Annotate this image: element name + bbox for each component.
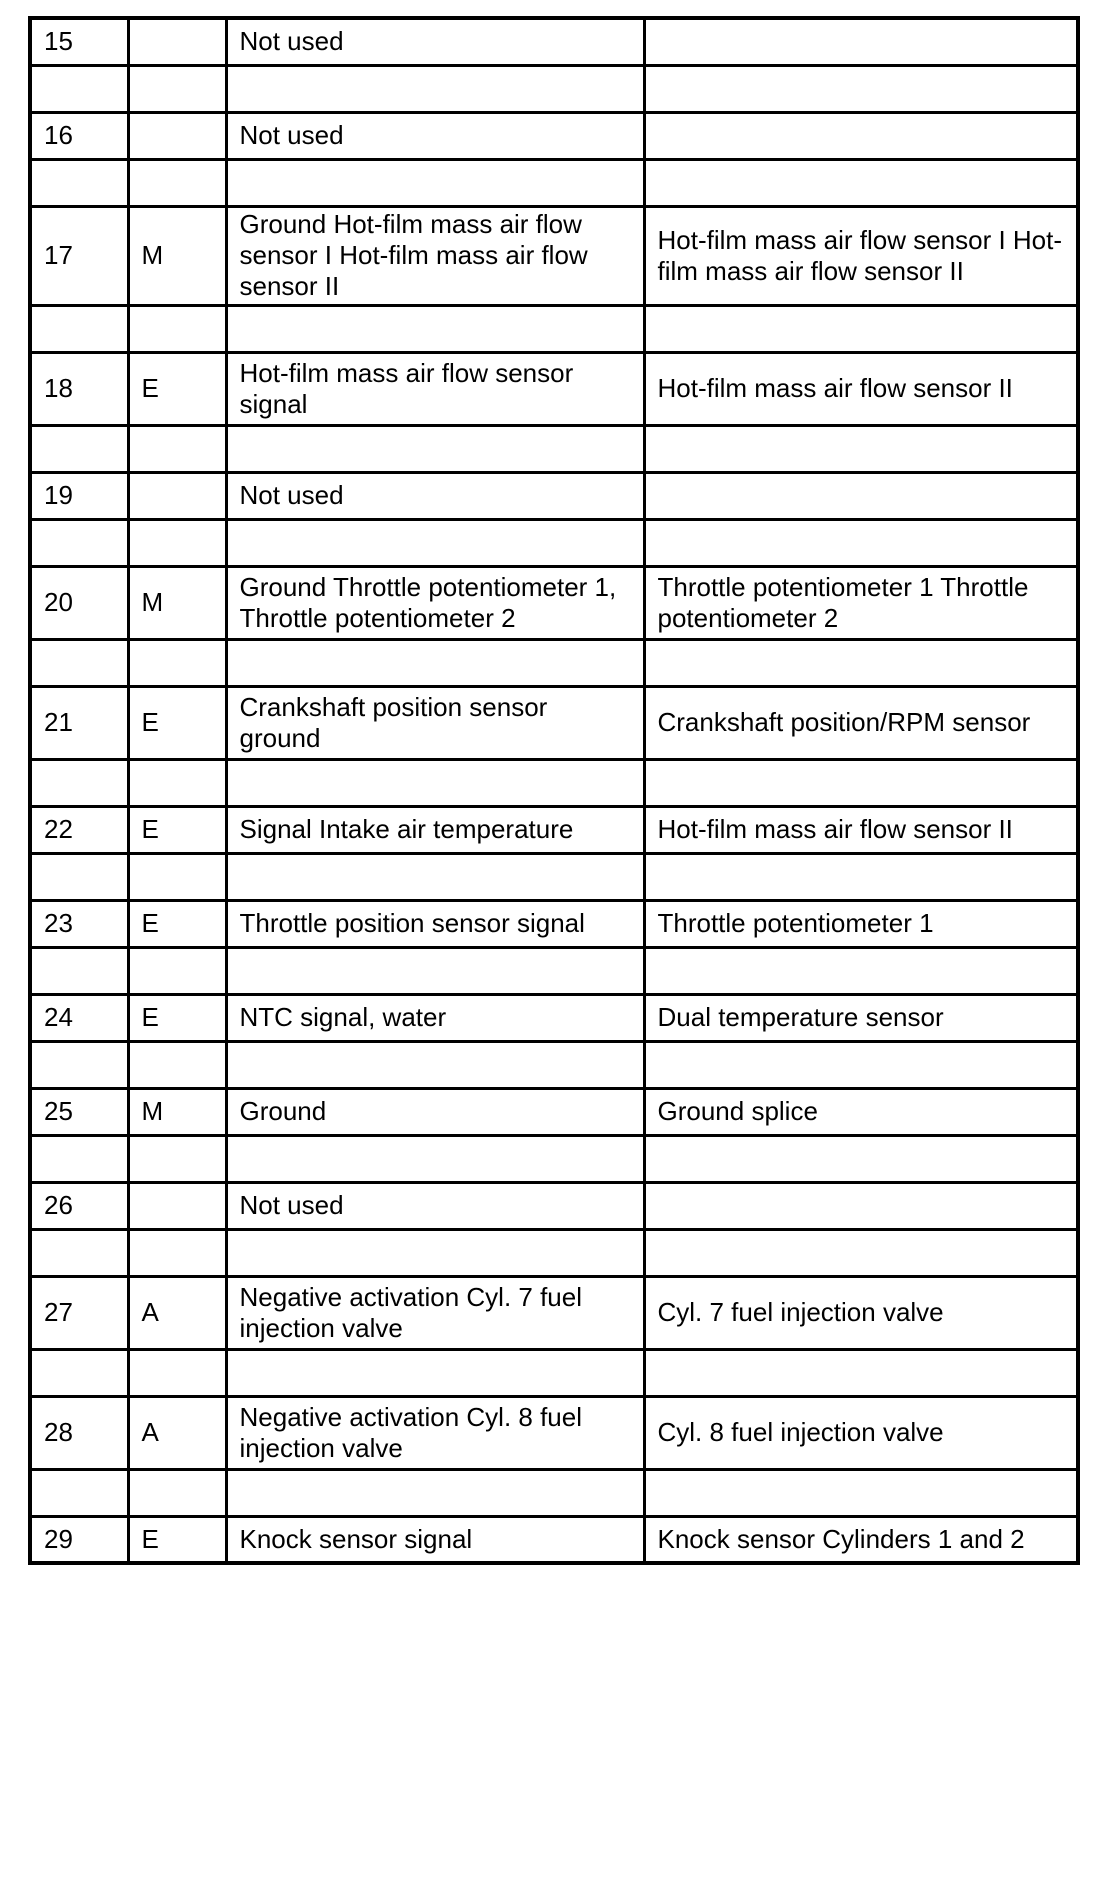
table-row — [30, 352, 1078, 425]
description-cell: Negative activation Cyl. 8 fuel injection valve — [226, 1396, 644, 1469]
empty-cell — [128, 639, 226, 686]
pin-cell: 24 — [30, 994, 128, 1041]
type-cell: E — [128, 352, 226, 425]
table-row — [30, 206, 1078, 305]
component-cell: Ground splice — [644, 1088, 1078, 1135]
spacer-row — [30, 1349, 1078, 1396]
empty-cell — [30, 639, 128, 686]
table-row — [30, 1088, 1078, 1135]
component-cell — [644, 1182, 1078, 1229]
spacer-row — [30, 65, 1078, 112]
empty-cell — [128, 1041, 226, 1088]
description-cell: Ground — [226, 1088, 644, 1135]
empty-cell — [226, 65, 644, 112]
empty-cell — [30, 1469, 128, 1516]
component-cell: Hot-film mass air flow sensor II — [644, 806, 1078, 853]
empty-cell — [128, 853, 226, 900]
empty-cell — [644, 425, 1078, 472]
empty-cell — [30, 1229, 128, 1276]
type-cell: E — [128, 900, 226, 947]
empty-cell — [226, 425, 644, 472]
empty-cell — [226, 159, 644, 206]
type-cell: A — [128, 1276, 226, 1349]
table-row — [30, 994, 1078, 1041]
description-cell: Not used — [226, 1182, 644, 1229]
empty-cell — [30, 1135, 128, 1182]
table-row — [30, 1182, 1078, 1229]
pin-cell: 17 — [30, 206, 128, 305]
empty-cell — [226, 947, 644, 994]
empty-cell — [30, 65, 128, 112]
type-cell — [128, 472, 226, 519]
empty-cell — [128, 759, 226, 806]
empty-cell — [226, 1135, 644, 1182]
pin-cell: 19 — [30, 472, 128, 519]
description-cell: Hot-film mass air flow sensor signal — [226, 352, 644, 425]
empty-cell — [644, 853, 1078, 900]
empty-cell — [128, 1135, 226, 1182]
table-row — [30, 18, 1078, 65]
table-row — [30, 1396, 1078, 1469]
empty-cell — [644, 65, 1078, 112]
empty-cell — [128, 519, 226, 566]
empty-cell — [644, 1041, 1078, 1088]
description-cell: Crankshaft position sensor ground — [226, 686, 644, 759]
table-row — [30, 900, 1078, 947]
component-cell: Throttle potentiometer 1 Throttle potentiometer 2 — [644, 566, 1078, 639]
table-row — [30, 112, 1078, 159]
component-cell — [644, 112, 1078, 159]
spacer-row — [30, 159, 1078, 206]
empty-cell — [644, 1349, 1078, 1396]
description-cell: NTC signal, water — [226, 994, 644, 1041]
type-cell: M — [128, 206, 226, 305]
table-body — [30, 18, 1078, 1563]
empty-cell — [30, 1349, 128, 1396]
empty-cell — [226, 1229, 644, 1276]
pin-cell: 18 — [30, 352, 128, 425]
empty-cell — [128, 947, 226, 994]
description-cell: Throttle position sensor signal — [226, 900, 644, 947]
type-cell: E — [128, 686, 226, 759]
type-cell — [128, 1182, 226, 1229]
component-cell — [644, 18, 1078, 65]
table-row — [30, 806, 1078, 853]
component-cell: Cyl. 8 fuel injection valve — [644, 1396, 1078, 1469]
empty-cell — [644, 639, 1078, 686]
type-cell: A — [128, 1396, 226, 1469]
empty-cell — [128, 1469, 226, 1516]
component-cell: Hot-film mass air flow sensor II — [644, 352, 1078, 425]
empty-cell — [128, 65, 226, 112]
table-row — [30, 1516, 1078, 1563]
empty-cell — [644, 519, 1078, 566]
empty-cell — [644, 159, 1078, 206]
component-cell: Dual temperature sensor — [644, 994, 1078, 1041]
spacer-row — [30, 853, 1078, 900]
description-cell: Negative activation Cyl. 7 fuel injection valve — [226, 1276, 644, 1349]
type-cell: M — [128, 566, 226, 639]
spacer-row — [30, 639, 1078, 686]
spacer-row — [30, 947, 1078, 994]
empty-cell — [226, 639, 644, 686]
empty-cell — [128, 1229, 226, 1276]
spacer-row — [30, 1469, 1078, 1516]
type-cell: E — [128, 806, 226, 853]
description-cell: Ground Hot-film mass air flow sensor I Hot-film mass air flow sensor II — [226, 206, 644, 305]
description-cell: Not used — [226, 18, 644, 65]
pin-cell: 27 — [30, 1276, 128, 1349]
empty-cell — [30, 853, 128, 900]
spacer-row — [30, 1229, 1078, 1276]
spacer-row — [30, 305, 1078, 352]
type-cell: M — [128, 1088, 226, 1135]
empty-cell — [226, 1349, 644, 1396]
empty-cell — [226, 305, 644, 352]
empty-cell — [128, 159, 226, 206]
empty-cell — [644, 1135, 1078, 1182]
type-cell — [128, 18, 226, 65]
table-row — [30, 686, 1078, 759]
empty-cell — [30, 519, 128, 566]
empty-cell — [226, 519, 644, 566]
empty-cell — [644, 947, 1078, 994]
pin-cell: 28 — [30, 1396, 128, 1469]
table-row — [30, 566, 1078, 639]
pin-cell: 15 — [30, 18, 128, 65]
empty-cell — [128, 305, 226, 352]
description-cell: Not used — [226, 112, 644, 159]
type-cell — [128, 112, 226, 159]
table-row — [30, 472, 1078, 519]
component-cell: Knock sensor Cylinders 1 and 2 — [644, 1516, 1078, 1563]
empty-cell — [30, 425, 128, 472]
empty-cell — [30, 759, 128, 806]
spacer-row — [30, 1135, 1078, 1182]
empty-cell — [644, 1469, 1078, 1516]
empty-cell — [30, 305, 128, 352]
pin-cell: 20 — [30, 566, 128, 639]
empty-cell — [226, 853, 644, 900]
type-cell: E — [128, 1516, 226, 1563]
pin-cell: 22 — [30, 806, 128, 853]
component-cell: Cyl. 7 fuel injection valve — [644, 1276, 1078, 1349]
description-cell: Not used — [226, 472, 644, 519]
component-cell: Crankshaft position/RPM sensor — [644, 686, 1078, 759]
pin-cell: 16 — [30, 112, 128, 159]
empty-cell — [226, 1469, 644, 1516]
description-cell: Signal Intake air temperature — [226, 806, 644, 853]
pin-cell: 29 — [30, 1516, 128, 1563]
empty-cell — [128, 425, 226, 472]
pin-cell: 25 — [30, 1088, 128, 1135]
table-row — [30, 1276, 1078, 1349]
component-cell: Hot-film mass air flow sensor I Hot-film mass air flow sensor II — [644, 206, 1078, 305]
pin-cell: 26 — [30, 1182, 128, 1229]
spacer-row — [30, 519, 1078, 566]
empty-cell — [644, 1229, 1078, 1276]
empty-cell — [30, 1041, 128, 1088]
pin-cell: 23 — [30, 900, 128, 947]
description-cell: Ground Throttle potentiometer 1, Throttle potentiometer 2 — [226, 566, 644, 639]
pin-assignment-table — [28, 16, 1080, 1565]
empty-cell — [644, 759, 1078, 806]
spacer-row — [30, 425, 1078, 472]
empty-cell — [226, 759, 644, 806]
description-cell: Knock sensor signal — [226, 1516, 644, 1563]
empty-cell — [128, 1349, 226, 1396]
empty-cell — [644, 305, 1078, 352]
spacer-row — [30, 1041, 1078, 1088]
empty-cell — [30, 159, 128, 206]
empty-cell — [30, 947, 128, 994]
type-cell: E — [128, 994, 226, 1041]
pin-cell: 21 — [30, 686, 128, 759]
empty-cell — [226, 1041, 644, 1088]
component-cell: Throttle potentiometer 1 — [644, 900, 1078, 947]
spacer-row — [30, 759, 1078, 806]
component-cell — [644, 472, 1078, 519]
